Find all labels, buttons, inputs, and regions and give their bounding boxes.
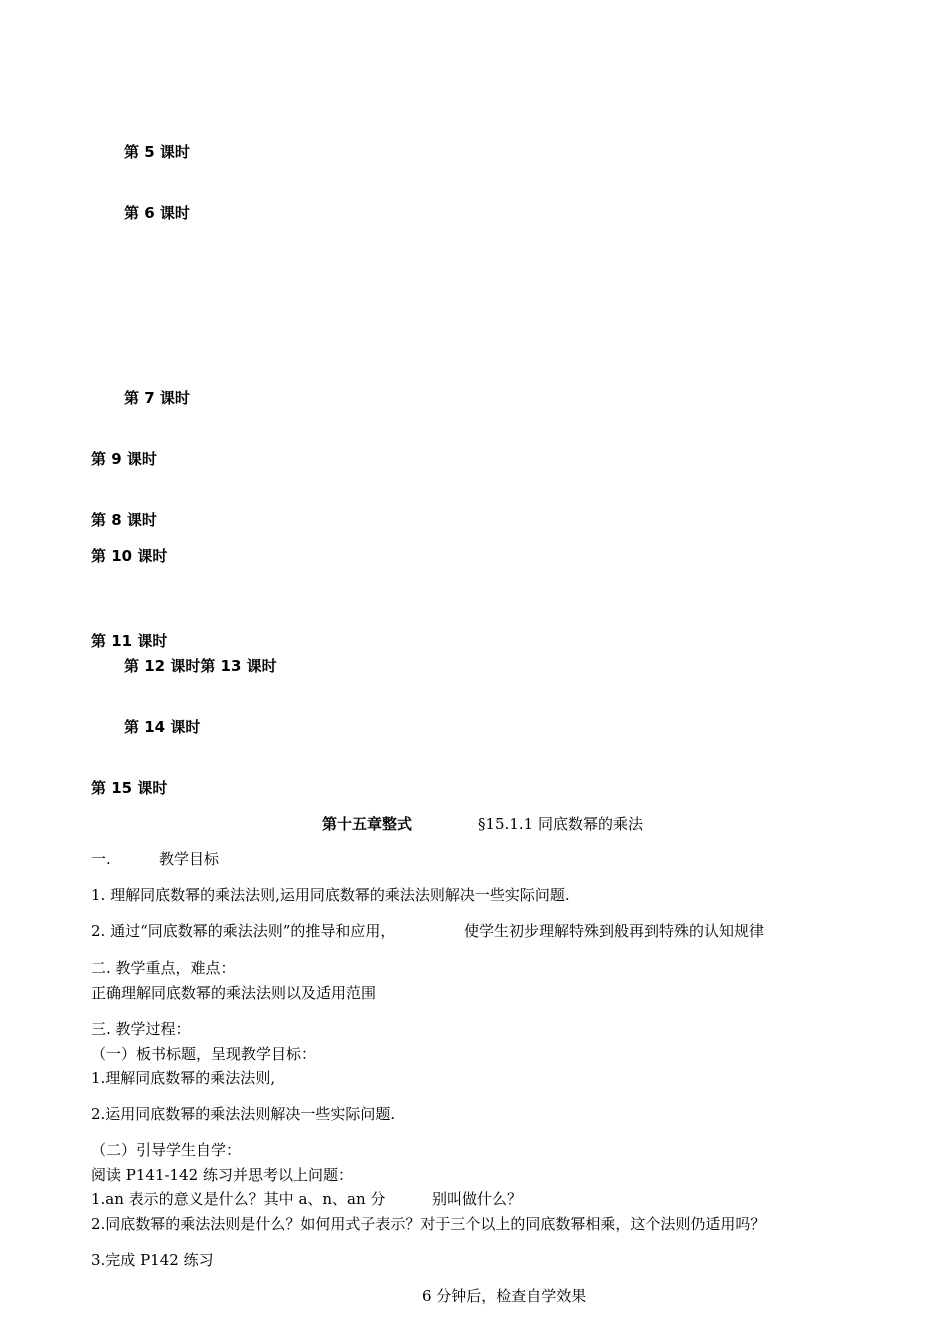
lesson-15-heading: 第 15 课时	[91, 779, 168, 797]
process-part-1-heading: （一）板书标题，呈现教学目标：	[91, 1045, 317, 1063]
objectives-heading: 教学目标	[159, 850, 220, 868]
process-part-1-item-1: 1.理解同底数幂的乘法法则,	[91, 1069, 276, 1087]
key-points-heading: 二. 教学重点，难点：	[91, 959, 236, 977]
lesson-5-heading: 第 5 课时	[124, 143, 190, 161]
objectives-heading-number: 一.	[91, 850, 111, 868]
objective-item-2-part-a: 2. 通过“同底数幂的乘法法则”的推导和应用，	[91, 922, 396, 940]
question-2: 2.同底数幂的乘法法则是什么？如何用式子表示？对于三个以上的同底数幂相乘，这个法则仍适用吗？	[91, 1215, 766, 1233]
lesson-7-heading: 第 7 课时	[124, 389, 190, 407]
lesson-6-heading: 第 6 课时	[124, 204, 190, 222]
process-part-2-heading: （二）引导学生自学：	[91, 1141, 242, 1159]
question-1-part-a: 1.an 表示的意义是什么？其中 a、n、an 分	[91, 1190, 386, 1208]
process-heading: 三. 教学过程：	[91, 1020, 191, 1038]
question-1-part-b: 别叫做什么？	[432, 1190, 523, 1208]
lesson-11-heading: 第 11 课时	[91, 632, 168, 650]
process-part-1-item-2: 2.运用同底数幂的乘法法则解决一些实际问题.	[91, 1105, 396, 1123]
lesson-9-heading: 第 9 课时	[91, 450, 157, 468]
lesson-10-heading: 第 10 课时	[91, 547, 168, 565]
process-part-2-intro: 阅读 P141-142 练习并思考以上问题：	[91, 1166, 353, 1184]
objective-item-2-part-b: 使学生初步理解特殊到般再到特殊的认知规律	[464, 922, 765, 940]
lesson-12-13-heading: 第 12 课时第 13 课时	[124, 657, 277, 675]
lesson-14-heading: 第 14 课时	[124, 718, 201, 736]
chapter-title: 第十五章整式	[322, 815, 413, 833]
key-points-text: 正确理解同底数幂的乘法法则以及适用范围	[91, 984, 377, 1002]
section-title: §15.1.1 同底数幂的乘法	[478, 815, 643, 833]
self-study-check: 6 分钟后，检查自学效果	[422, 1287, 587, 1305]
objective-item-1: 1. 理解同底数幂的乘法法则,运用同底数幂的乘法法则解决一些实际问题.	[91, 886, 570, 904]
lesson-8-heading: 第 8 课时	[91, 511, 157, 529]
question-3: 3.完成 P142 练习	[91, 1251, 214, 1269]
